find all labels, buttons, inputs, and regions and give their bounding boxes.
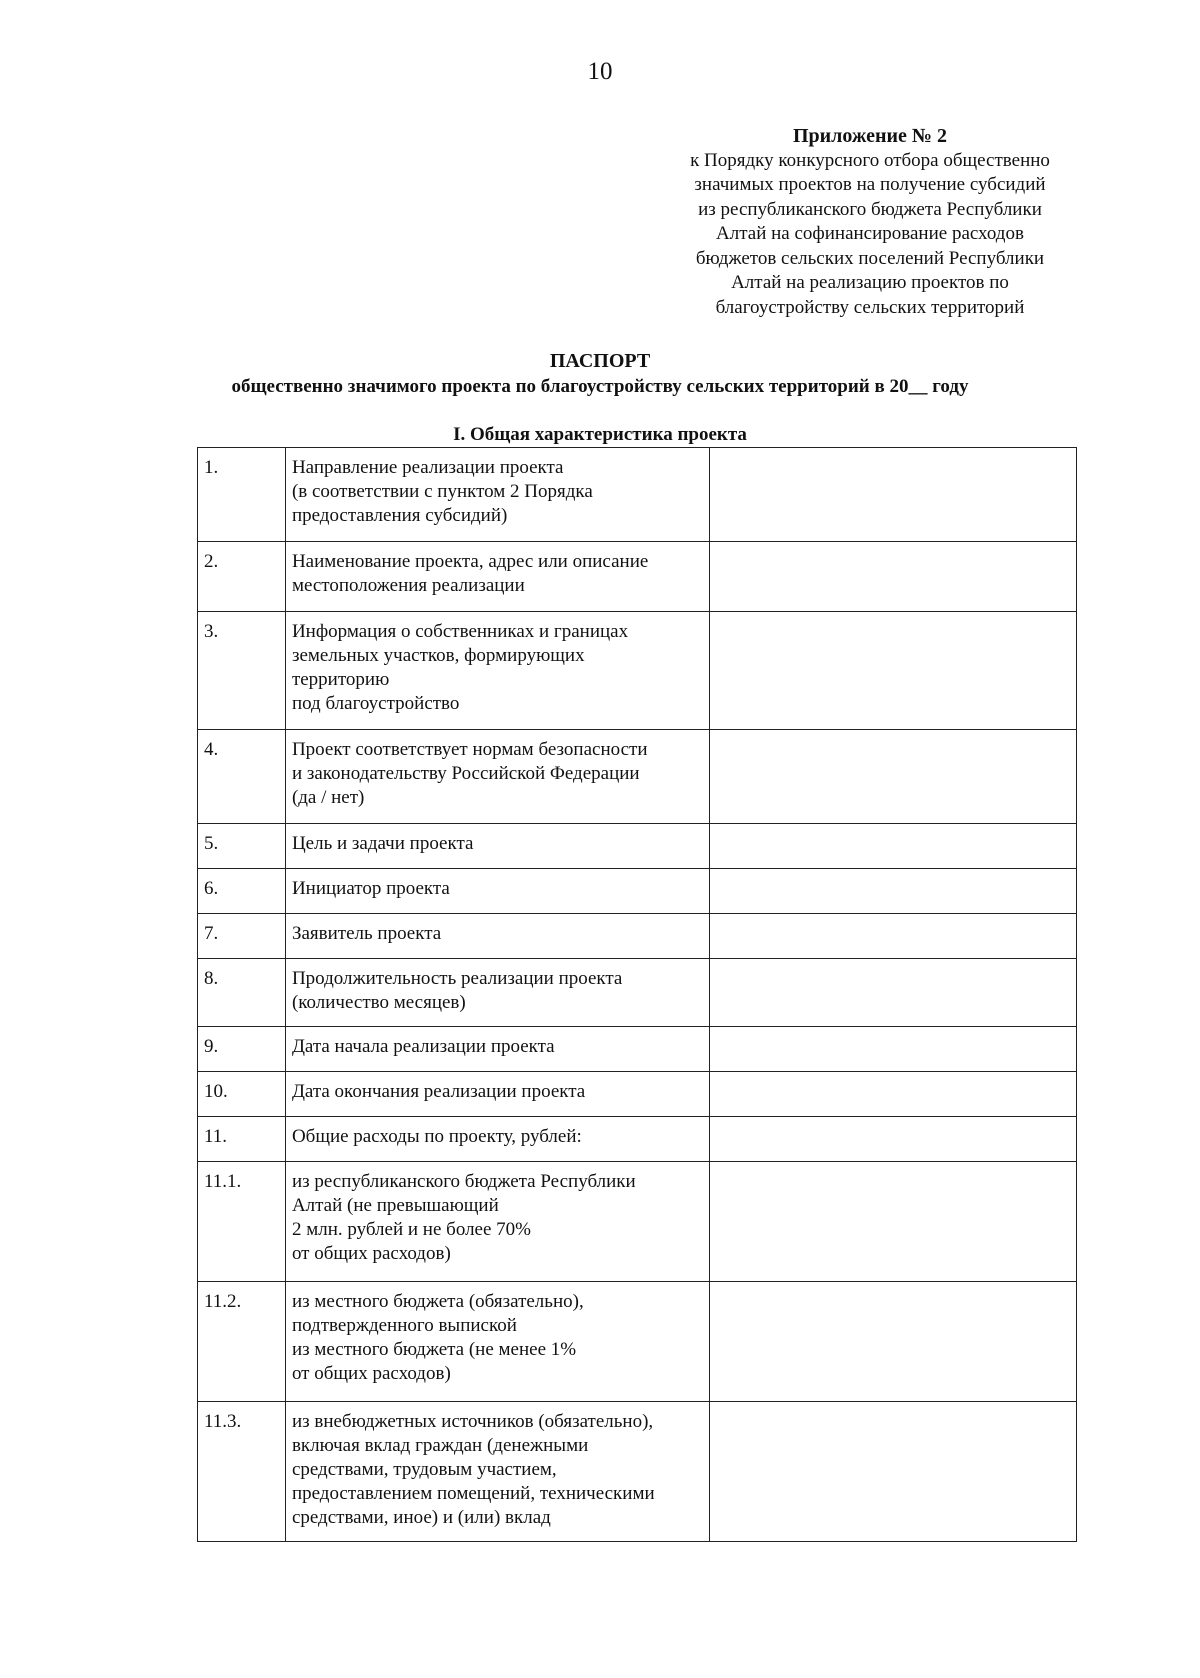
table-row	[198, 1072, 1077, 1117]
row-description-line: Инициатор проекта	[291, 878, 450, 899]
row-description-line: территорию	[291, 669, 390, 690]
row-value	[709, 612, 1076, 730]
appendix-line: бюджетов сельских поселений Республики	[695, 247, 1045, 269]
row-description-line: предоставления субсидий)	[291, 505, 508, 526]
passport-table	[197, 447, 1077, 1542]
passport-subtitle: общественно значимого проекта по благоустройству сельских территорий в 20__ году	[231, 376, 969, 397]
row-description	[285, 1072, 709, 1117]
table-row	[198, 1117, 1077, 1162]
row-number: 6.	[198, 869, 286, 914]
row-number: 11.	[198, 1117, 286, 1162]
row-number: 11.2.	[198, 1282, 286, 1402]
table-row	[198, 1402, 1077, 1542]
table-row	[198, 542, 1077, 612]
row-description-line: земельных участков, формирующих	[291, 645, 585, 666]
row-description	[285, 1162, 709, 1282]
row-value	[709, 959, 1076, 1027]
table-row	[198, 612, 1077, 730]
row-description-line: местоположения реализации	[291, 575, 525, 596]
row-description	[285, 1402, 709, 1542]
row-number: 5.	[198, 824, 286, 869]
row-number: 11.3.	[198, 1402, 286, 1542]
row-value	[709, 824, 1076, 869]
row-description-line: Общие расходы по проекту, рублей:	[291, 1126, 582, 1147]
row-value	[709, 1072, 1076, 1117]
row-description-line: от общих расходов)	[291, 1243, 451, 1264]
row-value	[709, 1027, 1076, 1072]
row-description-line: Направление реализации проекта	[291, 457, 564, 478]
row-description-line: от общих расходов)	[291, 1363, 451, 1384]
appendix-line: благоустройству сельских территорий	[715, 296, 1025, 318]
row-description-line: Информация о собственниках и границах	[291, 621, 629, 642]
row-description-line: из внебюджетных источников (обязательно),	[291, 1411, 654, 1432]
row-description-line: (да / нет)	[291, 787, 365, 808]
page-number: 10	[587, 58, 613, 85]
table-row	[198, 959, 1077, 1027]
row-number: 3.	[198, 612, 286, 730]
row-description-line: Наименование проекта, адрес или описание	[291, 551, 649, 572]
row-description-line: 2 млн. рублей и не более 70%	[291, 1219, 531, 1240]
row-number: 2.	[198, 542, 286, 612]
row-description	[285, 542, 709, 612]
row-description-line: Алтай (не превышающий	[291, 1195, 499, 1216]
appendix-line: Алтай на реализацию проектов по	[731, 272, 1009, 293]
row-description	[285, 1282, 709, 1402]
table-row	[198, 1027, 1077, 1072]
row-value	[709, 448, 1076, 542]
row-description-line: средствами, иное) и (или) вклад	[291, 1507, 551, 1528]
row-description-line: из республиканского бюджета Республики	[291, 1171, 636, 1192]
table-row	[198, 914, 1077, 959]
row-description-line: предоставлением помещений, техническими	[291, 1483, 655, 1504]
row-description-line: Дата начала реализации проекта	[291, 1036, 555, 1057]
row-number: 8.	[198, 959, 286, 1027]
row-description	[285, 448, 709, 542]
row-description-line: включая вклад граждан (денежными	[291, 1435, 589, 1456]
row-description-line: под благоустройство	[291, 693, 460, 714]
row-description-line: средствами, трудовым участием,	[291, 1459, 557, 1480]
row-number: 1.	[198, 448, 286, 542]
appendix-block	[660, 124, 1080, 320]
appendix-line: из республиканского бюджета Республики	[698, 198, 1042, 220]
row-number: 9.	[198, 1027, 286, 1072]
appendix-line: Алтай на софинансирование расходов	[716, 223, 1024, 244]
row-description	[285, 1027, 709, 1072]
row-description-line: (количество месяцев)	[291, 992, 466, 1013]
appendix-line: значимых проектов на получение субсидий	[694, 174, 1046, 195]
row-description-line: (в соответствии с пунктом 2 Порядка	[291, 481, 593, 502]
table-row	[198, 869, 1077, 914]
table-row	[198, 1162, 1077, 1282]
appendix-line: к Порядку конкурсного отбора общественно	[690, 149, 1050, 171]
row-description-line: из местного бюджета (не менее 1%	[291, 1339, 577, 1360]
row-value	[709, 730, 1076, 824]
row-value	[709, 1162, 1076, 1282]
row-number: 7.	[198, 914, 286, 959]
row-value	[709, 1117, 1076, 1162]
row-number: 4.	[198, 730, 286, 824]
table-row	[198, 1282, 1077, 1402]
row-value	[709, 914, 1076, 959]
row-number: 10.	[198, 1072, 286, 1117]
section-title: I. Общая характеристика проекта	[453, 424, 747, 445]
row-description-line: Продолжительность реализации проекта	[291, 968, 623, 989]
row-value	[709, 1402, 1076, 1542]
row-description	[285, 1117, 709, 1162]
row-description	[285, 914, 709, 959]
table-row	[198, 730, 1077, 824]
row-description-line: Заявитель проекта	[291, 923, 442, 944]
row-description	[285, 824, 709, 869]
appendix-title: Приложение № 2	[792, 125, 948, 147]
row-value	[709, 869, 1076, 914]
row-description	[285, 959, 709, 1027]
row-description	[285, 612, 709, 730]
passport-title: ПАСПОРТ	[549, 350, 651, 372]
row-value	[709, 1282, 1076, 1402]
table-row	[198, 824, 1077, 869]
row-description-line: и законодательству Российской Федерации	[291, 763, 640, 784]
row-description-line: Дата окончания реализации проекта	[291, 1081, 586, 1102]
row-description-line: из местного бюджета (обязательно),	[291, 1291, 584, 1312]
table-row	[198, 448, 1077, 542]
row-number: 11.1.	[198, 1162, 286, 1282]
row-value	[709, 542, 1076, 612]
row-description-line: подтвержденного выпиской	[291, 1315, 517, 1336]
row-description-line: Проект соответствует нормам безопасности	[291, 739, 648, 760]
row-description	[285, 730, 709, 824]
row-description-line: Цель и задачи проекта	[291, 833, 474, 854]
row-description	[285, 869, 709, 914]
